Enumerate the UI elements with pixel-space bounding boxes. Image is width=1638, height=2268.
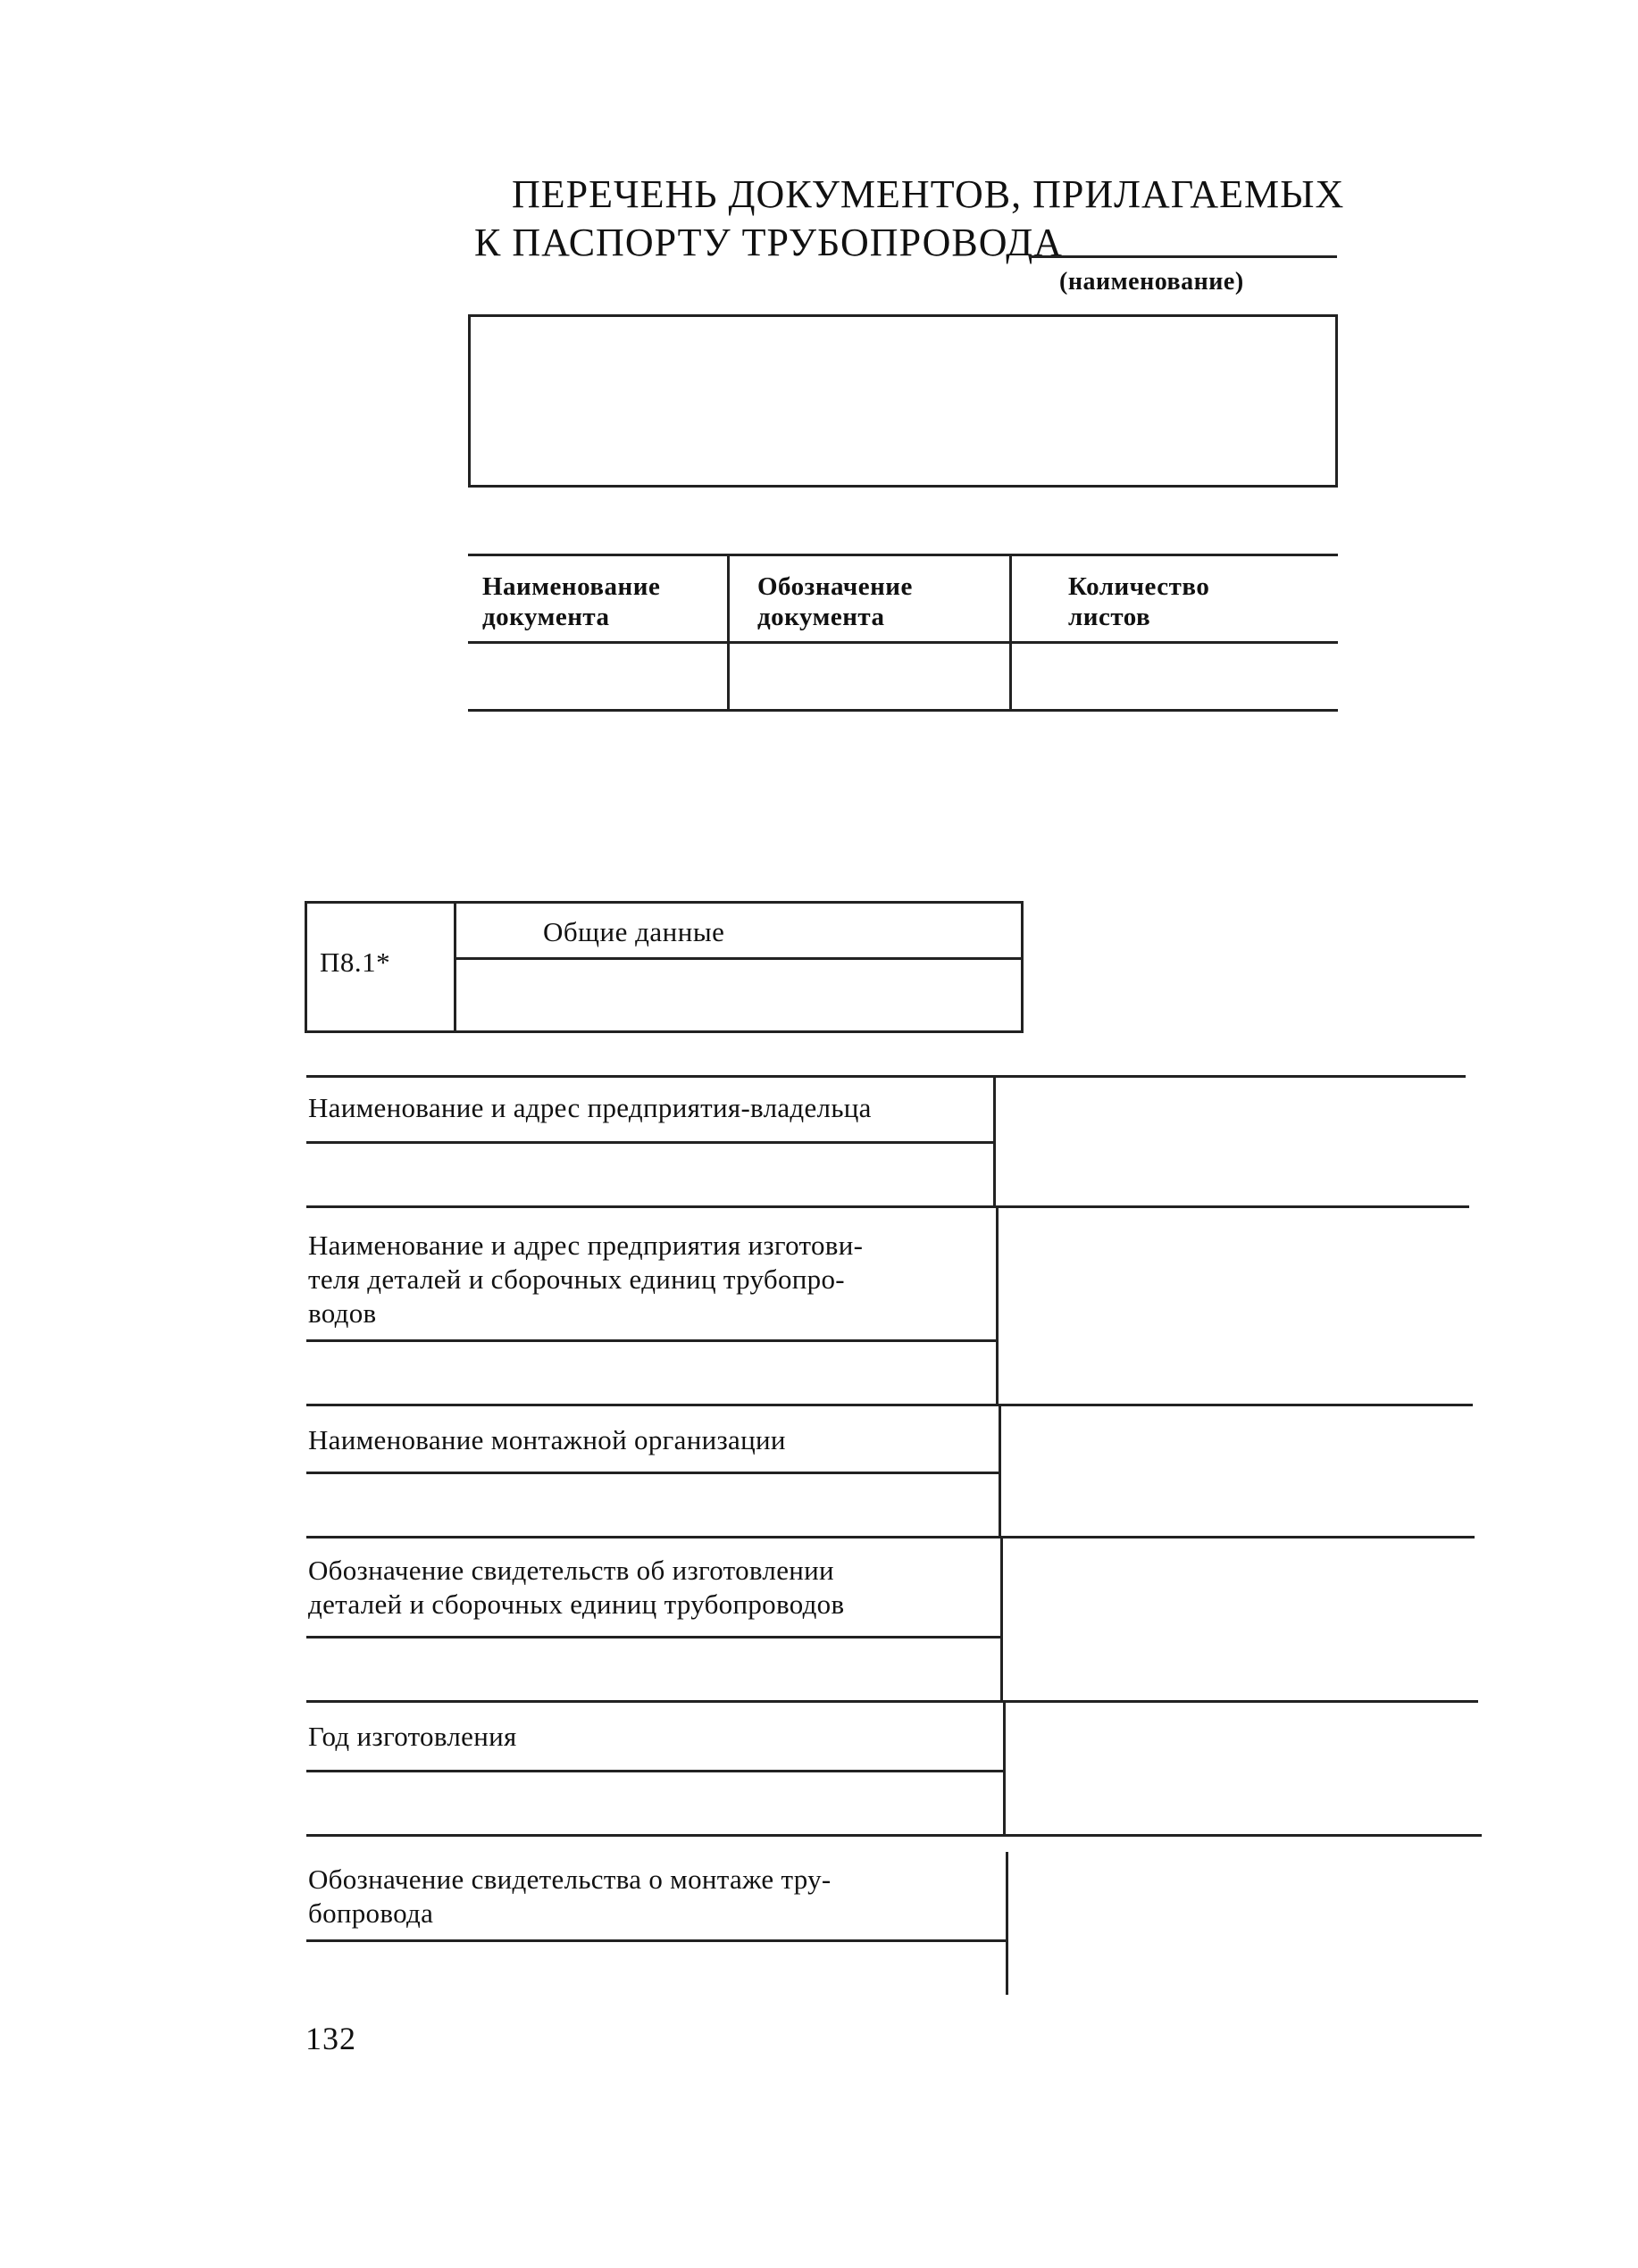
row-rule-year-sub bbox=[306, 1770, 1004, 1772]
documents-table-bottom-rule bbox=[468, 709, 1338, 712]
row-label-owner: Наименование и адрес предприятия-владельца bbox=[308, 1092, 872, 1123]
column-header-sheet-count: Количество листов bbox=[1068, 572, 1210, 631]
row-label-manufacturing-certificates: Обозначение свидетельств об изготовлении деталей и сборочных единиц трубопроводов bbox=[308, 1555, 845, 1620]
section-title: Общие данные bbox=[543, 916, 725, 947]
row-rule-owner-sub bbox=[306, 1141, 994, 1144]
row-rule-year-end bbox=[306, 1834, 1482, 1837]
general-data-divider-1 bbox=[993, 1075, 996, 1205]
row-rule-owner-end bbox=[306, 1205, 1469, 1208]
column-header-document-designation: Обозначение документа bbox=[757, 572, 913, 631]
general-data-divider-2 bbox=[996, 1205, 999, 1404]
row-rule-installation-sub bbox=[306, 1939, 1007, 1942]
document-title-line-2: К ПАСПОРТУ ТРУБОПРОВОДА bbox=[474, 221, 1064, 264]
general-data-divider-4 bbox=[1000, 1536, 1003, 1700]
section-header-divider bbox=[454, 901, 456, 1033]
row-label-year: Год изготовления bbox=[308, 1721, 517, 1752]
name-blank-line bbox=[1029, 255, 1337, 258]
name-caption: (наименование) bbox=[1059, 268, 1244, 296]
row-rule-manufacturer-end bbox=[306, 1404, 1473, 1406]
row-rule-certificates-end bbox=[306, 1700, 1478, 1703]
general-data-divider-6 bbox=[1006, 1852, 1008, 1995]
documents-table-divider-1 bbox=[727, 554, 730, 709]
column-header-document-name: Наименование документа bbox=[482, 572, 661, 631]
row-rule-certificates-sub bbox=[306, 1636, 1001, 1638]
general-data-top-rule bbox=[306, 1075, 1466, 1078]
row-rule-installer-sub bbox=[306, 1472, 999, 1474]
document-title-line-1: ПЕРЕЧЕНЬ ДОКУМЕНТОВ, ПРИЛАГАЕМЫХ bbox=[512, 172, 1345, 216]
row-label-manufacturer: Наименование и адрес предприятия изготови- теля деталей и сборочных единиц трубопро- водов bbox=[308, 1230, 864, 1329]
row-rule-installer-end bbox=[306, 1536, 1475, 1538]
documents-table-top-rule bbox=[468, 554, 1338, 556]
section-header-inner-rule bbox=[454, 957, 1024, 960]
page-number: 132 bbox=[305, 2021, 356, 2056]
row-rule-manufacturer-sub bbox=[306, 1339, 997, 1342]
row-label-installer: Наименование монтажной организации bbox=[308, 1424, 786, 1455]
documents-table-divider-2 bbox=[1009, 554, 1012, 709]
general-data-divider-5 bbox=[1003, 1700, 1006, 1834]
general-data-divider-3 bbox=[999, 1404, 1001, 1536]
name-entry-box bbox=[468, 314, 1338, 488]
documents-table-header-rule bbox=[468, 641, 1338, 644]
row-label-installation-certificate: Обозначение свидетельства о монтаже тру- бопровода bbox=[308, 1864, 832, 1929]
section-code: П8.1* bbox=[320, 946, 391, 978]
